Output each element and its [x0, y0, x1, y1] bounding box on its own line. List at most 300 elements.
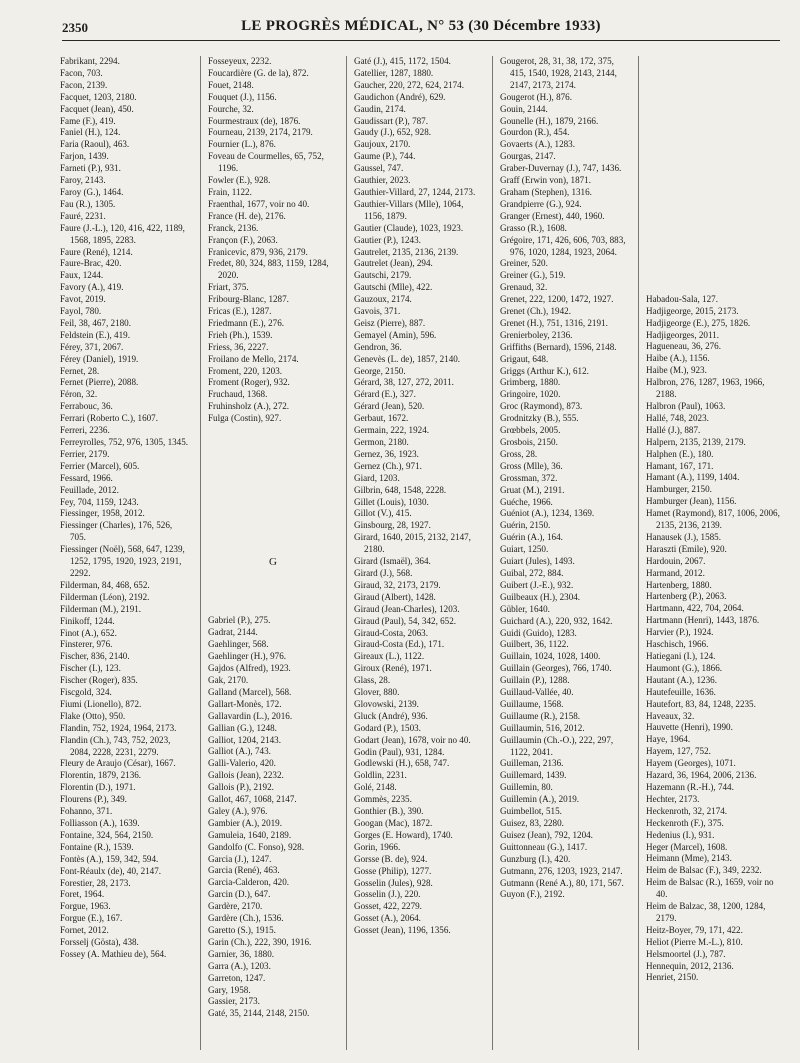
index-entry: Guéniot (A.), 1234, 1369.: [500, 508, 595, 519]
index-entry: France (H. de), 2176.: [208, 210, 286, 221]
index-entry: Gross (Mlle), 36.: [500, 460, 563, 471]
index-entry: Garreton, 1247.: [208, 972, 266, 983]
index-entry: Gak, 2170.: [208, 674, 249, 685]
index-entry: Hayem (Georges), 1071.: [646, 758, 736, 769]
index-columns: [60, 56, 788, 1056]
index-entry: Giraud-Costa (Ed.), 171.: [354, 639, 445, 650]
index-entry: Gougerot, 28, 31, 38, 172, 375, 415, 1540, 1928, 2143, 2144, 2147, 2173, 2174.: [500, 56, 617, 90]
index-entry: Googan (Mac), 1872.: [354, 818, 433, 828]
index-entry: Haumont (G.), 1866.: [646, 662, 723, 673]
index-entry: Gaussel, 747.: [354, 163, 404, 174]
index-entry: Fernet (Pierre), 2088.: [60, 377, 139, 388]
index-entry: Haibe (A.), 1156.: [646, 353, 710, 364]
index-entry: Fulga (Costin), 927.: [208, 413, 282, 424]
index-entry: Gallois (P.), 2192.: [208, 782, 274, 793]
index-entry: Fischer (I.), 123.: [60, 663, 121, 674]
index-entry: Ferrari (Roberto C.), 1607.: [60, 413, 158, 424]
index-entry: Gérard (Jean), 520.: [354, 401, 425, 412]
index-entry: Froment, 220, 1203.: [208, 365, 283, 376]
index-entry: Hedenius (I.), 931.: [646, 829, 715, 840]
index-entry: Guiart (Jules), 1493.: [500, 556, 575, 567]
index-entry: Girard, 1640, 2015, 2132, 2147, 2180.: [354, 532, 471, 555]
index-entry: Giraud (Albert), 1428.: [354, 591, 436, 602]
index-entry: Godard (P.), 1503.: [354, 722, 421, 733]
index-entry: Gübler, 1640.: [500, 603, 550, 614]
index-entry: Godin (Paul), 931, 1284.: [354, 746, 445, 757]
index-entry: Hamant (A.), 1199, 1404.: [646, 472, 740, 483]
index-entry: Galliot, 1204, 2143.: [208, 734, 281, 745]
index-entry: Gardère (Ch.), 1536.: [208, 913, 284, 924]
index-entry: Fabrikant, 2294.: [60, 56, 120, 66]
index-entry: Fau (R.), 1305.: [60, 198, 116, 209]
spacer: [646, 211, 782, 223]
index-entry: Haschisch, 1966.: [646, 639, 709, 650]
index-entry: Helsmoortel (J.), 787.: [646, 948, 726, 959]
index-entry: Hautefeuille, 1636.: [646, 686, 716, 697]
index-entry: Gadrat, 2144.: [208, 627, 258, 638]
index-entry: Feil, 38, 467, 2180.: [60, 317, 131, 328]
index-entry: Feldstein (E.), 419.: [60, 329, 130, 340]
spacer: [646, 270, 782, 282]
index-entry: Hayem, 127, 752.: [646, 746, 711, 757]
index-entry: Fontaine, 324, 564, 2150.: [60, 829, 154, 840]
index-entry: Godlewski (H.), 658, 747.: [354, 758, 450, 769]
index-entry: Heliot (Pierre M.-L.), 810.: [646, 936, 743, 947]
spacer: [646, 151, 782, 163]
index-entry: Gruat (M.), 2191.: [500, 484, 565, 495]
index-entry: Garin (Ch.), 222, 390, 1916.: [208, 936, 312, 947]
index-entry: Guyon (F.), 2192.: [500, 889, 565, 900]
index-entry: Finsterer, 976.: [60, 639, 113, 650]
index-entry: Hagueneau, 36, 276.: [646, 341, 722, 352]
index-entry: Hartenberg (P.), 2063.: [646, 591, 727, 602]
spacer: [208, 496, 338, 508]
index-entry: Grandpierre (G.), 924.: [500, 198, 582, 209]
spacer: [208, 485, 338, 497]
spacer: [646, 222, 782, 234]
index-entry: Guisez, 83, 2280.: [500, 818, 564, 828]
index-entry: Gautschi, 2179.: [354, 270, 412, 281]
index-entry: Heim de Balsac (R.), 1659, voir no 40.: [646, 877, 774, 900]
index-entry: Guilbert, 36, 1122.: [500, 639, 569, 650]
spacer: [646, 199, 782, 211]
index-entry: Gaudichon (André), 629.: [354, 91, 446, 102]
index-entry: Fourneau, 2139, 2174, 2179.: [208, 127, 313, 138]
spacer: [646, 68, 782, 80]
index-entry: Florentin (D.), 1971.: [60, 782, 136, 793]
index-entry: Gaume (P.), 744.: [354, 151, 416, 162]
index-entry: Gounelle (H.), 1879, 2166.: [500, 115, 599, 126]
index-entry: Gemayel (Amin), 596.: [354, 329, 437, 340]
spacer: [646, 282, 782, 294]
index-entry: Flandin (Ch.), 743, 752, 2023, 2084, 2228, 2231, 2279.: [60, 734, 171, 757]
index-entry: Gardère, 2170.: [208, 901, 263, 912]
index-entry: Girard (J.), 568.: [354, 567, 413, 578]
index-entry: Gaujoux, 2170.: [354, 139, 411, 150]
index-entry: Halphen (E.), 180.: [646, 448, 714, 459]
spacer: [646, 127, 782, 139]
index-entry: Heim de Balzac, 38, 1200, 1284, 2179.: [646, 901, 766, 923]
index-entry: Guibert (J.-E.), 932.: [500, 579, 574, 590]
index-entry: Heitz-Boyer, 79, 171, 422.: [646, 924, 743, 935]
index-entry: Hadjigeorges, 2011.: [646, 329, 719, 340]
spacer: [208, 544, 338, 556]
index-entry: Fontaine (R.), 1539.: [60, 841, 134, 852]
index-entry: Gunzburg (I.), 420.: [500, 853, 571, 864]
index-entry: Fosseyeux, 2232.: [208, 56, 272, 66]
index-entry: Feuillade, 2012.: [60, 484, 119, 495]
column-rule: [346, 56, 347, 1050]
index-entry: Fraenthal, 1677, voir no 40.: [208, 198, 310, 209]
index-entry: Gautier (Claude), 1023, 1923.: [354, 222, 464, 233]
index-entry: Ferreyrolles, 752, 976, 1305, 1345.: [60, 437, 189, 447]
index-entry: Grasso (R.), 1608.: [500, 222, 567, 233]
index-entry: Gutmann (René A.), 80, 171, 567.: [500, 877, 624, 888]
index-entry: Frieh (Ph.), 1539.: [208, 329, 273, 340]
index-entry: Ferrier, 2179.: [60, 448, 110, 459]
index-entry: Groc (Raymond), 873.: [500, 401, 583, 412]
index-entry: Hazard, 36, 1964, 2006, 2136.: [646, 770, 757, 781]
index-entry: Flandin, 752, 1924, 1964, 2173.: [60, 722, 177, 733]
index-entry: Faure (René), 1214.: [60, 246, 133, 257]
index-entry: Germain, 222, 1924.: [354, 425, 430, 436]
index-entry: Fiscgold, 324.: [60, 687, 112, 698]
index-entry: Franck, 2136.: [208, 222, 259, 233]
index-entry: Guibal, 272, 884.: [500, 567, 564, 578]
index-entry: Gernez (Ch.), 971.: [354, 460, 422, 471]
index-entry: Facquet (Jean), 450.: [60, 103, 134, 114]
index-column-3: [354, 56, 484, 937]
index-entry: Filderman, 84, 468, 652.: [60, 579, 150, 590]
index-entry: Forgue (E.), 167.: [60, 913, 123, 924]
spacer: [646, 139, 782, 151]
index-entry: Godart (Jean), 1678, voir no 40.: [354, 734, 471, 745]
index-entry: Heimann (Mme), 2143.: [646, 853, 732, 864]
index-entry: Fernet, 28.: [60, 365, 100, 376]
index-entry: Guimbellot, 515.: [500, 806, 562, 817]
index-entry: Granger (Ernest), 440, 1960.: [500, 210, 605, 221]
index-entry: Gutmann, 276, 1203, 1923, 2147.: [500, 865, 623, 876]
index-column-2: [208, 56, 338, 1020]
spacer: [208, 592, 338, 604]
index-entry: Hallé (J.), 887.: [646, 424, 701, 435]
index-entry: Fossey (A. Mathieu de), 564.: [60, 948, 167, 959]
index-entry: Halbron (Paul), 1063.: [646, 400, 726, 411]
index-entry: Fourche, 32.: [208, 103, 254, 114]
index-entry: Gauthier-Villars (Mlle), 1064, 1156, 1879.: [354, 198, 464, 221]
index-entry: Gorsse (B. de), 924.: [354, 853, 428, 864]
index-entry: Hadjigeorge, 2015, 2173.: [646, 305, 739, 316]
index-entry: Facon, 2139.: [60, 79, 108, 90]
index-entry: Ferreri, 2236.: [60, 425, 110, 436]
index-entry: Hallé, 748, 2023.: [646, 412, 709, 423]
index-entry: Haye, 1964.: [646, 734, 691, 745]
column-rule: [638, 56, 639, 1050]
index-entry: Grenet (H.), 751, 1316, 2191.: [500, 317, 608, 328]
index-entry: Gernez, 36, 1923.: [354, 448, 419, 459]
index-entry: Farneti (P.), 931.: [60, 163, 121, 174]
index-entry: Graber-Duvernay (J.), 747, 1436.: [500, 163, 622, 174]
index-entry: Fontès (A.), 159, 342, 594.: [60, 853, 159, 864]
index-entry: Gambier (A.), 2019.: [208, 817, 282, 828]
index-entry: Gerbaut, 1672.: [354, 413, 409, 424]
spacer: [208, 461, 338, 473]
spacer: [208, 520, 338, 532]
running-title: LE PROGRÈS MÉDICAL, N° 53 (30 Décembre 1933): [241, 18, 601, 34]
index-entry: Foucardière (G. de la), 872.: [208, 67, 309, 78]
index-entry: Ginsbourg, 28, 1927.: [354, 520, 431, 531]
index-entry: Forestier, 28, 2173.: [60, 877, 131, 888]
index-entry: Hadjigeorge (E.), 275, 1826.: [646, 317, 751, 328]
index-entry: Gandolfo (C. Fonso), 928.: [208, 841, 304, 852]
index-entry: Garcia-Calderon, 420.: [208, 877, 290, 888]
index-entry: Hartmann, 422, 704, 2064.: [646, 603, 744, 614]
index-entry: Gaucher, 220, 272, 624, 2174.: [354, 79, 465, 90]
index-entry: Fricas (E.), 1287.: [208, 306, 272, 317]
index-entry: Guillemin (A.), 2019.: [500, 794, 580, 805]
index-entry: Font-Réaulx (de), 40, 2147.: [60, 865, 162, 876]
index-entry: Favot, 2019.: [60, 294, 106, 305]
index-entry: Garcia (J.), 1247.: [208, 853, 272, 864]
index-entry: Heckenroth (F.), 375.: [646, 817, 724, 828]
index-entry: Gaudy (J.), 652, 928.: [354, 127, 432, 138]
index-entry: Gourgas, 2147.: [500, 151, 556, 162]
index-entry: Guillaumin (Ch.-O.), 222, 297, 1122, 2041.: [500, 734, 614, 757]
spacer: [646, 104, 782, 116]
index-entry: Gluck (André), 936.: [354, 710, 428, 721]
index-entry: Gatellier, 1287, 1880.: [354, 67, 434, 78]
index-entry: Farjon, 1439.: [60, 151, 109, 162]
index-entry: Gouin, 2144.: [500, 103, 548, 114]
index-entry: Froment (Roger), 932.: [208, 377, 290, 388]
index-entry: Hardouin, 2067.: [646, 555, 706, 566]
index-entry: Férey, 371, 2067.: [60, 341, 124, 352]
index-entry: Gosse (Philip), 1277.: [354, 865, 432, 876]
index-entry: Gonthier (B.), 390.: [354, 806, 424, 817]
index-entry: Haibe (M.), 923.: [646, 365, 707, 376]
index-entry: Faria (Raoul), 463.: [60, 139, 130, 150]
index-entry: Féron, 32.: [60, 389, 98, 400]
index-entry: Germon, 2180.: [354, 437, 409, 447]
spacer: [646, 234, 782, 246]
index-entry: Frain, 1122.: [208, 186, 252, 197]
index-entry: Faniel (H.), 124.: [60, 127, 121, 138]
index-entry: Fohanno, 371.: [60, 806, 113, 817]
index-entry: Gauthier-Villard, 27, 1244, 2173.: [354, 186, 476, 197]
index-entry: Faure (J.-L.), 120, 416, 422, 1189, 1568, 1895, 2283.: [60, 222, 185, 245]
spacer: [646, 80, 782, 92]
index-entry: Fruhinsholz (A.), 272.: [208, 401, 290, 412]
index-entry: Fournier (L.), 876.: [208, 139, 276, 150]
index-entry: Fischer (Roger), 835.: [60, 675, 138, 686]
index-entry: Gérard, 38, 127, 272, 2011.: [354, 377, 454, 388]
index-entry: Hartenberg, 1880.: [646, 579, 712, 590]
index-entry: Gillet (Louis), 1030.: [354, 496, 429, 507]
index-entry: Forsselj (Gösta), 438.: [60, 937, 139, 948]
index-entry: Gilbrin, 648, 1548, 2228.: [354, 484, 447, 495]
index-entry: Harmand, 2012.: [646, 567, 705, 578]
index-entry: Gautrelet (Jean), 294.: [354, 258, 433, 269]
index-entry: Gautrelet, 2135, 2136, 2139.: [354, 246, 459, 257]
index-entry: Grimberg, 1880.: [500, 377, 561, 388]
index-entry: Galey (A.), 976.: [208, 805, 268, 816]
index-entry: Flourens (P.), 349.: [60, 794, 127, 805]
index-entry: Gallart-Monès, 172.: [208, 698, 282, 709]
index-entry: Françon (F.), 2063.: [208, 234, 278, 245]
index-entry: Guilleman, 2136.: [500, 758, 564, 769]
index-entry: Heger (Marcel), 1608.: [646, 841, 728, 852]
index-entry: Gosset, 422, 2279.: [354, 901, 422, 912]
index-entry: Greiner, 520.: [500, 258, 548, 269]
index-entry: Gautier (P.), 1243.: [354, 234, 421, 245]
index-entry: Fribourg-Blanc, 1287.: [208, 294, 289, 305]
spacer: [208, 425, 338, 437]
section-letter: G: [269, 555, 277, 568]
index-entry: Faroy, 2143.: [60, 175, 106, 186]
index-entry: Facon, 703.: [60, 67, 103, 78]
index-entry: Guillain (P.), 1288.: [500, 675, 570, 686]
index-entry: Florentin, 1879, 2136.: [60, 770, 142, 781]
index-entry: Guichard (A.), 220, 932, 1642.: [500, 615, 613, 626]
index-entry: Haveaux, 32.: [646, 710, 695, 721]
spacer: [208, 508, 338, 520]
index-entry: Fayol, 780.: [60, 306, 102, 317]
index-entry: Fiessinger, 1958, 2012.: [60, 508, 145, 519]
index-entry: Gringoire, 1020.: [500, 389, 561, 400]
spacer: [646, 187, 782, 199]
index-entry: Grigaut, 648.: [500, 353, 549, 364]
index-entry: Gassier, 2173.: [208, 996, 260, 1007]
index-entry: Garcia (René), 463.: [208, 865, 280, 876]
index-entry: Filderman (Léon), 2192.: [60, 591, 150, 602]
index-entry: Gorin, 1966.: [354, 841, 401, 852]
index-entry: Hamet (Raymond), 817, 1006, 2006, 2135, 2136, 2139.: [646, 508, 780, 531]
spacer: [646, 92, 782, 104]
index-entry: Gillot (V.), 415.: [354, 508, 412, 519]
index-entry: Ferrier (Marcel), 605.: [60, 460, 140, 471]
index-entry: Garetto (S.), 1915.: [208, 925, 276, 936]
index-entry: Gary, 1958.: [208, 984, 251, 995]
index-entry: Gajdos (Alfred), 1923.: [208, 663, 291, 674]
index-entry: Guillain, 1024, 1028, 1400.: [500, 651, 601, 662]
spacer: [208, 532, 338, 544]
index-entry: Hanausek (J.), 1585.: [646, 531, 722, 542]
index-entry: Gourdon (R.), 454.: [500, 127, 570, 138]
index-entry: Gavois, 371.: [354, 306, 401, 317]
index-entry: Halbron, 276, 1287, 1963, 1966, 2188.: [646, 377, 765, 400]
index-entry: Guillemin, 80.: [500, 782, 553, 793]
index-entry: Giraud-Costa, 2063.: [354, 627, 429, 638]
index-entry: Gaudin, 2174.: [354, 103, 406, 114]
index-entry: Henriet, 2150.: [646, 972, 699, 983]
index-entry: Foret, 1964.: [60, 889, 105, 900]
index-entry: Gauzoux, 2174.: [354, 294, 412, 305]
spacer: [646, 163, 782, 175]
spacer: [208, 473, 338, 485]
index-entry: Giard, 1203.: [354, 472, 400, 483]
index-entry: Grœbbels, 2005.: [500, 425, 561, 436]
index-entry: Férey (Daniel), 1919.: [60, 353, 139, 364]
index-entry: Fame (F.), 419.: [60, 115, 116, 126]
spacer: [646, 258, 782, 270]
index-entry: Fessard, 1966.: [60, 472, 113, 483]
index-entry: Fouquet (J.), 1156.: [208, 91, 277, 102]
index-entry: Gauthier, 2023.: [354, 175, 411, 186]
index-entry: Grossman, 372.: [500, 472, 558, 483]
index-entry: Gosset (Jean), 1196, 1356.: [354, 925, 451, 936]
index-entry: Greiner (G.), 519.: [500, 270, 566, 281]
column-rule: [200, 56, 201, 1050]
index-entry: Gross, 28.: [500, 448, 538, 459]
index-entry: Genevès (L. de), 1857, 2140.: [354, 353, 461, 364]
index-entry: Guillaume, 1568.: [500, 698, 564, 709]
index-entry: Gaté (J.), 415, 1172, 1504.: [354, 56, 451, 66]
spacer: [646, 175, 782, 187]
index-entry: Fruchaud, 1368.: [208, 389, 268, 400]
index-entry: Glovowski, 2139.: [354, 698, 419, 709]
index-entry: Gommès, 2235.: [354, 794, 412, 805]
index-entry: Fouet, 2148.: [208, 79, 254, 90]
index-entry: Haraszti (Emile), 920.: [646, 543, 727, 554]
index-entry: Gautschi (Mlle), 422.: [354, 282, 433, 293]
index-entry: Gallot, 467, 1068, 2147.: [208, 794, 297, 805]
index-entry: Franicevic, 879, 936, 2179.: [208, 246, 308, 257]
index-entry: Goldlin, 2231.: [354, 770, 407, 781]
index-entry: Friess, 36, 2227.: [208, 341, 269, 352]
index-entry: Faroy (G.), 1464.: [60, 186, 124, 197]
index-entry: Guittonneau (G.), 1417.: [500, 841, 588, 852]
index-entry: Heim de Balsac (F.), 349, 2232.: [646, 865, 762, 876]
index-entry: Guillain (Georges), 766, 1740.: [500, 663, 612, 674]
index-entry: Guérin (A.), 164.: [500, 532, 563, 543]
index-entry: Galland (Marcel), 568.: [208, 686, 292, 697]
index-entry: Garra (A.), 1203.: [208, 960, 271, 971]
index-entry: Gallavardin (L.), 2016.: [208, 710, 293, 721]
index-entry: Galliot (A.), 743.: [208, 746, 271, 757]
index-entry: Galli-Valerio, 420.: [208, 758, 276, 769]
index-entry: Foveau de Courmelles, 65, 752, 1196.: [208, 151, 324, 174]
index-entry: Gougerot (H.), 876.: [500, 91, 572, 102]
index-entry: Favory (A.), 419.: [60, 282, 124, 293]
index-entry: Grenaud, 32.: [500, 282, 548, 293]
index-entry: Fiumi (Lionello), 872.: [60, 698, 142, 709]
index-entry: Halpern, 2135, 2139, 2179.: [646, 436, 746, 447]
index-entry: Geisz (Pierre), 887.: [354, 317, 426, 328]
index-entry: Gérard (E.), 327.: [354, 389, 416, 400]
index-entry: Hartmann (Henri), 1443, 1876.: [646, 615, 760, 626]
index-entry: Forgue, 1963.: [60, 901, 111, 912]
index-entry: Froilano de Mello, 2174.: [208, 353, 299, 364]
index-entry: Fiessinger (Noël), 568, 647, 1239, 1252, 1795, 1920, 1923, 2191, 2292.: [60, 544, 185, 578]
index-entry: Folliasson (A.), 1639.: [60, 818, 140, 828]
index-entry: Facquet, 1203, 2180.: [60, 91, 137, 102]
index-entry: Grodnitzky (B.), 555.: [500, 413, 579, 424]
spacer: [646, 246, 782, 258]
index-entry: Giroux (René), 1971.: [354, 663, 432, 674]
index-entry: Gosselin (J.), 220.: [354, 889, 421, 900]
index-entry: Gaehlinger (H.), 976.: [208, 651, 287, 662]
spacer: [208, 437, 338, 449]
index-entry: Guéche, 1966.: [500, 496, 553, 507]
page-number: 2350: [62, 20, 88, 35]
index-entry: Giraud (Jean-Charles), 1203.: [354, 603, 460, 614]
index-entry: Friart, 375.: [208, 282, 249, 293]
spacer: [646, 115, 782, 127]
index-entry: Filderman (M.), 2191.: [60, 603, 142, 614]
index-entry: Gaudissart (P.), 787.: [354, 115, 429, 126]
index-entry: Gabriel (P.), 275.: [208, 615, 271, 626]
index-entry: Gosset (A.), 2064.: [354, 913, 421, 924]
